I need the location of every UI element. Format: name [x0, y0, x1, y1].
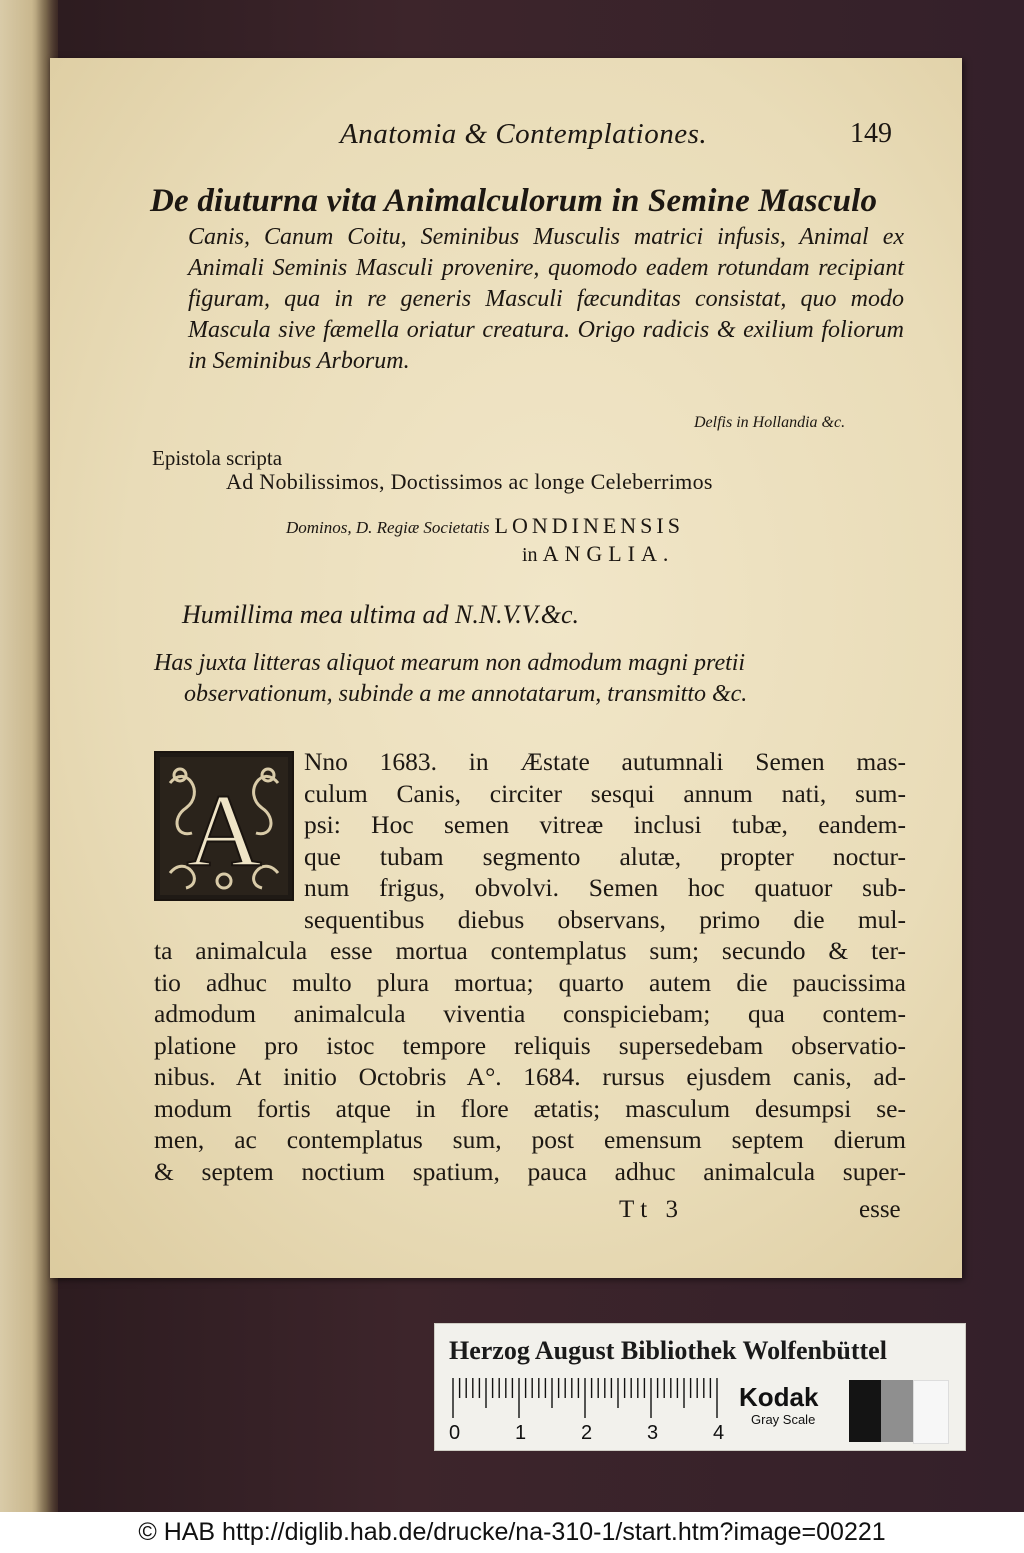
running-head: Anatomia & Contemplationes. [340, 118, 708, 150]
anglia-line [522, 541, 674, 567]
library-name: Herzog August Bibliothek Wolfenbüttel [449, 1336, 887, 1365]
body-line: nibus. At initio Octobris A°. 1684. rursus ejusdem canis, ad- [154, 1062, 906, 1091]
gray-swatch-dark [849, 1380, 881, 1442]
has-line-1: Has juxta litteras aliquot mearum non admodum magni pretii [154, 650, 746, 676]
signature-mark: Tt 3 [619, 1196, 684, 1223]
body-line: admodum animalcula viventia conspiciebam; qua contem- [154, 999, 906, 1028]
ruler-number: 4 [713, 1422, 725, 1444]
gray-swatch-light [913, 1380, 949, 1444]
ruler-number: 0 [449, 1422, 461, 1444]
body-line: Nno 1683. in Æstate autumnali Semen mas- [304, 747, 906, 776]
addressee-line: Ad Nobilissimos, Doctissimos ac longe Celeberrimos [226, 469, 713, 494]
ruler-number: 2 [581, 1422, 593, 1444]
body-line: psi: Hoc semen vitreæ inclusi tubæ, eandem- [304, 810, 906, 839]
catchword: esse [859, 1196, 901, 1223]
book-page [50, 58, 962, 1278]
page-number: 149 [850, 118, 892, 149]
anglia-prefix: in [522, 544, 538, 566]
ruler-number: 3 [647, 1422, 659, 1444]
humillima-line: Humillima mea ultima ad N.N.V.V.&c. [182, 600, 579, 629]
ruler-number: 1 [515, 1422, 527, 1444]
place-of-writing: Delfis in Hollandia &c. [694, 414, 846, 431]
has-juxta-paragraph [154, 648, 914, 710]
color-calibration-card [434, 1323, 966, 1451]
body-line: culum Canis, circiter sesqui annum nati, sum- [304, 778, 906, 808]
dominos-line [286, 513, 684, 539]
dropcap-letter: A [186, 773, 262, 888]
body-line: platione pro istoc tempore reliquis supersedebam observatio- [154, 1030, 906, 1060]
body-line: ta animalcula esse mortua contemplatus sum; secundo & ter- [154, 936, 906, 965]
epistola-line: Epistola scripta [152, 446, 283, 470]
body-line: num frigus, obvolvi. Semen hoc quatuor sub- [304, 873, 906, 902]
body-line: que tubam segmento alutæ, propter noctur- [304, 841, 906, 871]
kodak-brand: Kodak [739, 1382, 819, 1412]
body-line: sequentibus diebus observans, primo die mul- [304, 904, 906, 934]
copyright-footer: © HAB http://diglib.hab.de/drucke/na-310-1/start.htm?image=00221 [0, 1512, 1024, 1553]
chapter-heading [150, 180, 910, 377]
heading-first-line: De diuturna vita Animalculorum in Semine Masculo [150, 183, 878, 219]
gray-swatch-mid [881, 1380, 913, 1442]
heading-continuation: Canis, Canum Coitu, Seminibus Musculis matrici infusis, Animal ex Animali Seminis Masculi provenire, quomodo eadem rotundam recipiant figuram, qua in re generis Masculi fæcunditas consistat, quo modo Mascula sive fæmella oriatur creatura. Origo radicis & exilium foliorum in Seminibus Arborum. [188, 224, 904, 374]
anglia: ANGLIA. [542, 541, 675, 566]
has-line-2: observationum, subinde a me annotatarum, transmitto &c. [184, 681, 748, 707]
body-line: modum fortis atque in flore ætatis; masculum desumpsi se- [154, 1093, 906, 1123]
body-line: & septem noctium spatium, pauca adhuc animalcula super- [154, 1156, 906, 1186]
gray-scale-label: Gray Scale [751, 1412, 816, 1427]
body-line: men, ac contemplatus sum, post emensum septem dierum [154, 1125, 906, 1154]
body-line: tio adhuc multo plura mortua; quarto autem die paucissima [154, 967, 906, 997]
body-text [154, 746, 906, 1187]
ruler-scale-icon [451, 1378, 723, 1420]
londinensis: LONDINENSIS [494, 513, 684, 538]
dominos-prefix: Dominos, D. Regiæ Societatis [286, 518, 490, 537]
